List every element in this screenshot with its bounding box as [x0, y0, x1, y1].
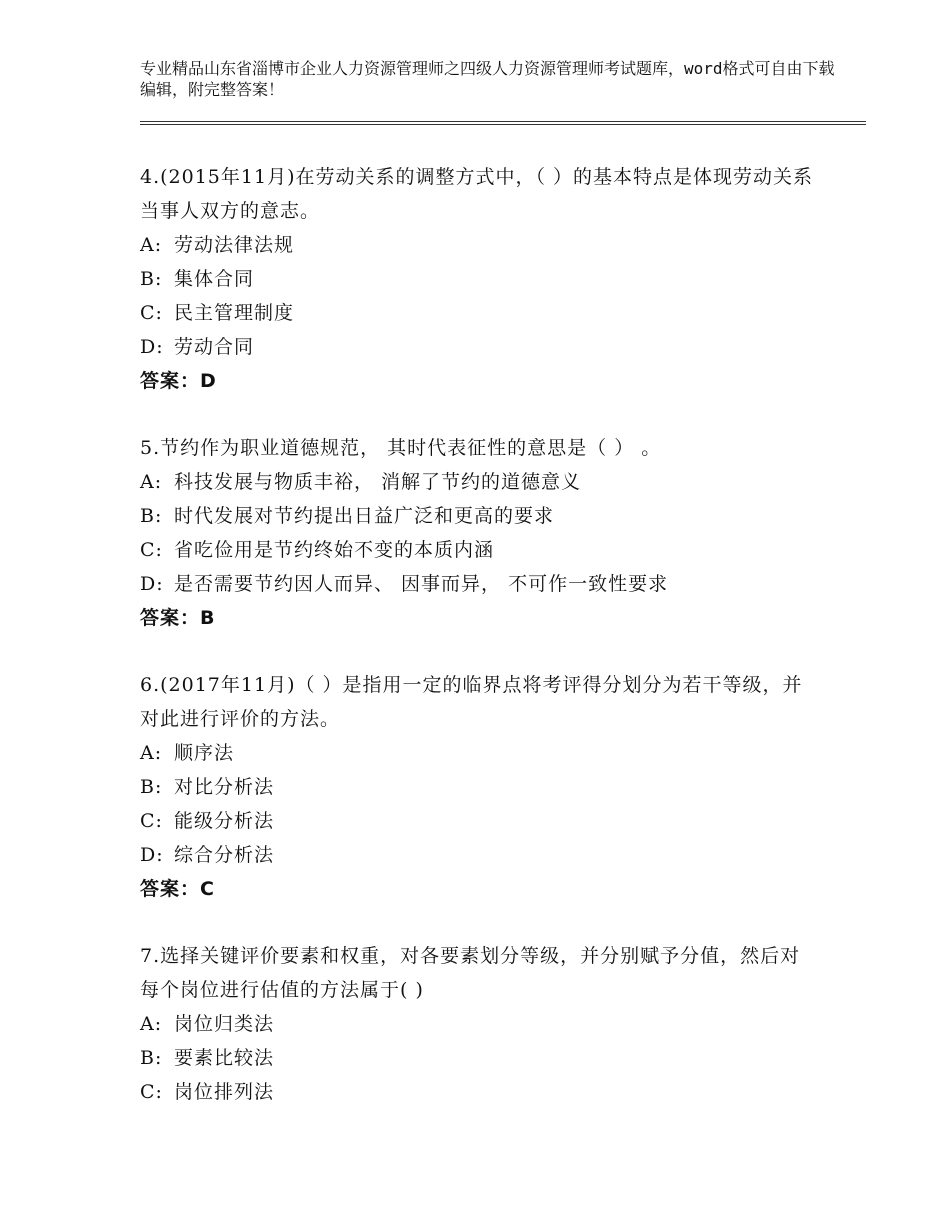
option-letter: A:: [140, 234, 163, 256]
option-a: [140, 736, 820, 770]
option-letter: D:: [140, 336, 164, 358]
option-text: 劳动合同: [174, 336, 255, 358]
option-text: 科技发展与物质丰裕， 消解了节约的道德意义: [174, 471, 582, 493]
answer-line: 答案：D: [140, 370, 217, 392]
option-text: 省吃俭用是节约终始不变的本质内涵: [174, 539, 495, 561]
option-letter: C:: [140, 1081, 163, 1103]
question-list: [140, 160, 820, 1142]
question-stem: 6.(2017年11月)（ ）是指用一定的临界点将考评得分划分为若干等级，并对此进行评价的方法。: [140, 674, 803, 730]
option-a: [140, 465, 820, 499]
option-text: 顺序法: [174, 742, 235, 764]
option-letter: B:: [140, 1047, 163, 1069]
option-letter: C:: [140, 810, 163, 832]
answer-line: 答案：B: [140, 607, 216, 629]
document-header: [140, 58, 840, 100]
question-stem: 7.选择关键评价要素和权重，对各要素划分等级，并分别赋予分值，然后对每个岗位进行估值的方法属于( ): [140, 945, 801, 1001]
option-text: 劳动法律法规: [174, 234, 295, 256]
option-text: 是否需要节约因人而异、 因事而异， 不可作一致性要求: [174, 573, 669, 595]
option-c: [140, 1075, 820, 1109]
option-text: 能级分析法: [174, 810, 275, 832]
option-text: 集体合同: [174, 268, 255, 290]
option-b: [140, 262, 820, 296]
option-letter: C:: [140, 539, 163, 561]
option-text: 民主管理制度: [174, 302, 295, 324]
question-5: [140, 431, 820, 635]
option-letter: A:: [140, 471, 163, 493]
question-stem: 4.(2015年11月)在劳动关系的调整方式中，（ ）的基本特点是体现劳动关系当事人双方的意志。: [140, 166, 814, 222]
option-b: [140, 499, 820, 533]
option-letter: A:: [140, 1013, 163, 1035]
option-a: [140, 228, 820, 262]
option-text: 综合分析法: [174, 844, 275, 866]
option-d: [140, 838, 820, 872]
option-b: [140, 1041, 820, 1075]
option-a: [140, 1007, 820, 1041]
option-c: [140, 296, 820, 330]
option-c: [140, 804, 820, 838]
option-d: [140, 330, 820, 364]
question-4: [140, 160, 820, 398]
option-text: 时代发展对节约提出日益广泛和更高的要求: [174, 505, 555, 527]
question-7: [140, 939, 820, 1109]
option-text: 对比分析法: [174, 776, 275, 798]
option-text: 要素比较法: [174, 1047, 275, 1069]
option-letter: C:: [140, 302, 163, 324]
header-divider-bottom: [140, 124, 866, 125]
answer-line: 答案：C: [140, 878, 215, 900]
option-letter: B:: [140, 776, 163, 798]
option-text: 岗位排列法: [174, 1081, 275, 1103]
question-6: [140, 668, 820, 906]
option-letter: D:: [140, 573, 164, 595]
header-divider-top: [140, 121, 866, 122]
option-text: 岗位归类法: [174, 1013, 275, 1035]
option-b: [140, 770, 820, 804]
option-letter: A:: [140, 742, 163, 764]
option-letter: B:: [140, 268, 163, 290]
option-letter: D:: [140, 844, 164, 866]
option-d: [140, 567, 820, 601]
header-title: 专业精品山东省淄博市企业人力资源管理师之四级人力资源管理师考试题库，word格式可自由下载编辑，附完整答案！: [140, 59, 835, 99]
question-stem: 5.节约作为职业道德规范， 其时代表征性的意思是（ ） 。: [140, 437, 662, 459]
option-letter: B:: [140, 505, 163, 527]
option-c: [140, 533, 820, 567]
